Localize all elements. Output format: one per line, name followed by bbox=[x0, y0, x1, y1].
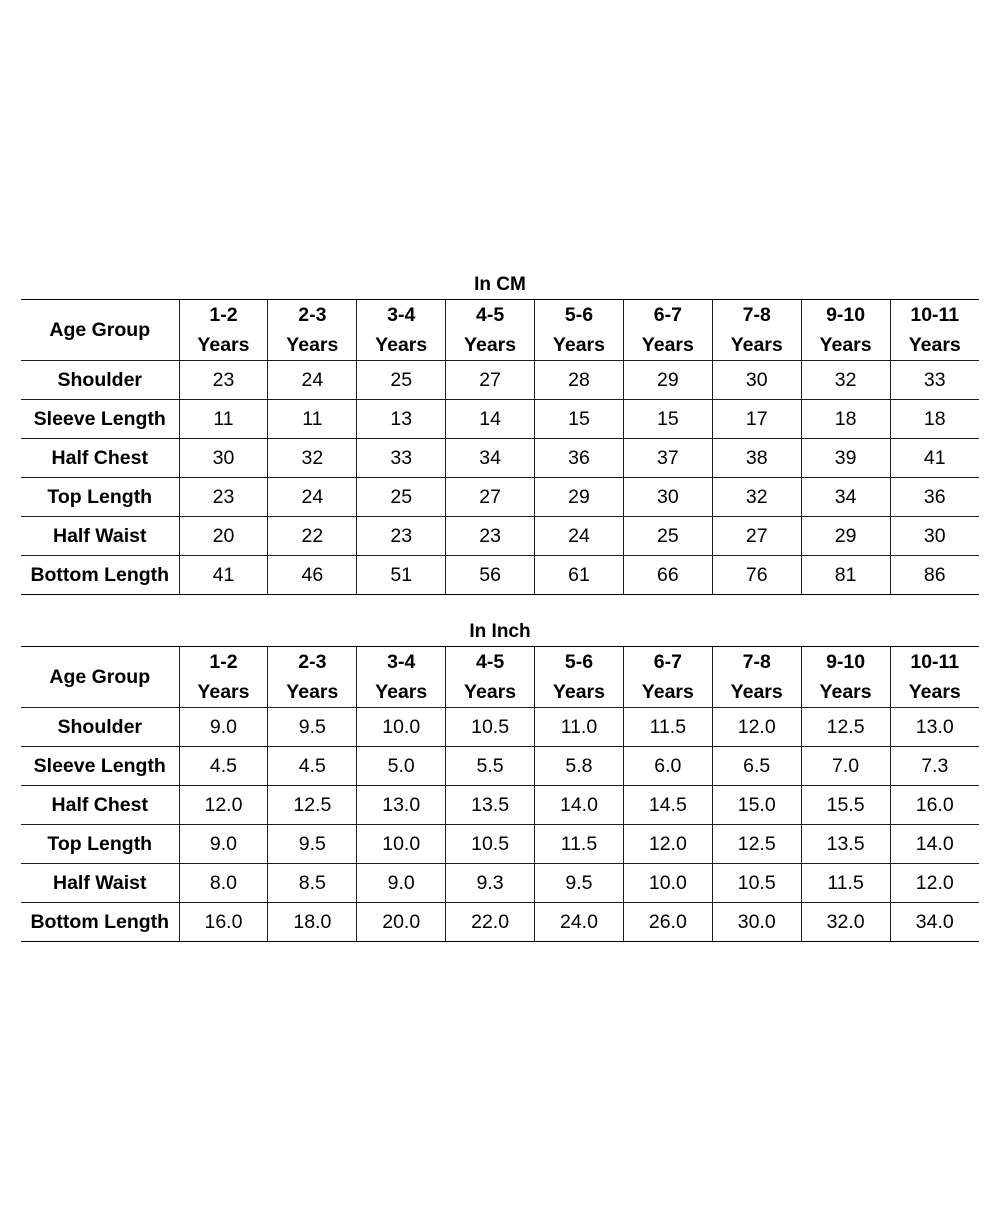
table-cell: 32.0 bbox=[801, 903, 890, 942]
table-row bbox=[21, 517, 979, 556]
table-cell: 12.5 bbox=[712, 825, 801, 864]
table-cell: 30 bbox=[623, 478, 712, 517]
table-cell: 20.0 bbox=[357, 903, 446, 942]
table-cell: 7.0 bbox=[801, 747, 890, 786]
table-cell: 11.0 bbox=[535, 708, 624, 747]
table-cell: 10.0 bbox=[357, 708, 446, 747]
table-cell: 36 bbox=[535, 439, 624, 478]
table-cell: 30 bbox=[712, 361, 801, 400]
age-column-header: 6-7 Years bbox=[623, 647, 712, 708]
table-cell: 9.5 bbox=[268, 708, 357, 747]
table-cell: 15.5 bbox=[801, 786, 890, 825]
table-cell: 13.0 bbox=[890, 708, 979, 747]
age-column-header: 1-2 Years bbox=[179, 647, 268, 708]
table-cell: 51 bbox=[357, 556, 446, 595]
size-table-inch bbox=[21, 647, 979, 942]
table-row bbox=[21, 361, 979, 400]
table-row bbox=[21, 478, 979, 517]
header-row bbox=[21, 647, 979, 708]
age-column-header: 2-3 Years bbox=[268, 300, 357, 361]
table-cell: 14.5 bbox=[623, 786, 712, 825]
table-cell: 11.5 bbox=[535, 825, 624, 864]
table-cell: 18 bbox=[801, 400, 890, 439]
table-row bbox=[21, 786, 979, 825]
table-cell: 12.0 bbox=[890, 864, 979, 903]
row-label: Half Chest bbox=[21, 439, 179, 478]
table-cell: 23 bbox=[446, 517, 535, 556]
table-cell: 13 bbox=[357, 400, 446, 439]
table-cell: 23 bbox=[357, 517, 446, 556]
age-column-header: 9-10 Years bbox=[801, 647, 890, 708]
table-cell: 11 bbox=[268, 400, 357, 439]
row-label: Top Length bbox=[21, 825, 179, 864]
age-column-header: 3-4 Years bbox=[357, 647, 446, 708]
row-label: Half Waist bbox=[21, 517, 179, 556]
table-cell: 28 bbox=[535, 361, 624, 400]
table-cell: 39 bbox=[801, 439, 890, 478]
table-title-cm: In CM bbox=[21, 271, 979, 300]
table-cell: 15 bbox=[535, 400, 624, 439]
table-cell: 14 bbox=[446, 400, 535, 439]
table-cell: 9.0 bbox=[357, 864, 446, 903]
table-cell: 46 bbox=[268, 556, 357, 595]
table-cell: 26.0 bbox=[623, 903, 712, 942]
table-cell: 33 bbox=[890, 361, 979, 400]
table-cell: 14.0 bbox=[890, 825, 979, 864]
table-cell: 86 bbox=[890, 556, 979, 595]
table-cell: 30 bbox=[890, 517, 979, 556]
table-cell: 8.5 bbox=[268, 864, 357, 903]
age-column-header: 5-6 Years bbox=[535, 647, 624, 708]
table-cell: 9.5 bbox=[268, 825, 357, 864]
size-table-cm bbox=[21, 300, 979, 595]
table-cell: 37 bbox=[623, 439, 712, 478]
age-column-header: 2-3 Years bbox=[268, 647, 357, 708]
size-chart-inch bbox=[21, 618, 979, 942]
table-row bbox=[21, 903, 979, 942]
table-cell: 4.5 bbox=[179, 747, 268, 786]
table-cell: 12.0 bbox=[623, 825, 712, 864]
table-cell: 33 bbox=[357, 439, 446, 478]
table-row bbox=[21, 708, 979, 747]
table-cell: 81 bbox=[801, 556, 890, 595]
table-cell: 18.0 bbox=[268, 903, 357, 942]
table-cell: 11.5 bbox=[623, 708, 712, 747]
age-column-header: 9-10 Years bbox=[801, 300, 890, 361]
row-label: Half Chest bbox=[21, 786, 179, 825]
table-cell: 5.0 bbox=[357, 747, 446, 786]
table-cell: 8.0 bbox=[179, 864, 268, 903]
table-cell: 13.5 bbox=[446, 786, 535, 825]
table-cell: 5.5 bbox=[446, 747, 535, 786]
table-cell: 66 bbox=[623, 556, 712, 595]
row-label: Bottom Length bbox=[21, 903, 179, 942]
table-row bbox=[21, 864, 979, 903]
table-cell: 25 bbox=[357, 478, 446, 517]
table-cell: 76 bbox=[712, 556, 801, 595]
table-cell: 22 bbox=[268, 517, 357, 556]
age-column-header: 6-7 Years bbox=[623, 300, 712, 361]
table-cell: 10.0 bbox=[357, 825, 446, 864]
table-title-inch: In Inch bbox=[21, 618, 979, 647]
table-cell: 34.0 bbox=[890, 903, 979, 942]
table-cell: 25 bbox=[623, 517, 712, 556]
table-cell: 6.5 bbox=[712, 747, 801, 786]
table-row bbox=[21, 400, 979, 439]
table-row bbox=[21, 825, 979, 864]
table-cell: 16.0 bbox=[179, 903, 268, 942]
table-cell: 34 bbox=[801, 478, 890, 517]
table-cell: 15 bbox=[623, 400, 712, 439]
table-cell: 23 bbox=[179, 478, 268, 517]
table-cell: 23 bbox=[179, 361, 268, 400]
table-cell: 9.0 bbox=[179, 708, 268, 747]
table-cell: 10.0 bbox=[623, 864, 712, 903]
age-column-header: 4-5 Years bbox=[446, 300, 535, 361]
size-chart-cm bbox=[21, 271, 979, 595]
table-cell: 32 bbox=[712, 478, 801, 517]
age-column-header: 10-11 Years bbox=[890, 300, 979, 361]
table-cell: 10.5 bbox=[446, 708, 535, 747]
table-cell: 32 bbox=[801, 361, 890, 400]
table-cell: 41 bbox=[890, 439, 979, 478]
table-cell: 9.3 bbox=[446, 864, 535, 903]
table-cell: 30 bbox=[179, 439, 268, 478]
row-label: Sleeve Length bbox=[21, 747, 179, 786]
table-cell: 32 bbox=[268, 439, 357, 478]
table-cell: 5.8 bbox=[535, 747, 624, 786]
age-column-header: 5-6 Years bbox=[535, 300, 624, 361]
table-row bbox=[21, 556, 979, 595]
table-cell: 27 bbox=[446, 478, 535, 517]
age-column-header: 10-11 Years bbox=[890, 647, 979, 708]
age-column-header: 7-8 Years bbox=[712, 647, 801, 708]
table-cell: 12.0 bbox=[179, 786, 268, 825]
table-cell: 41 bbox=[179, 556, 268, 595]
table-cell: 34 bbox=[446, 439, 535, 478]
table-cell: 25 bbox=[357, 361, 446, 400]
table-cell: 13.0 bbox=[357, 786, 446, 825]
table-cell: 27 bbox=[446, 361, 535, 400]
header-row bbox=[21, 300, 979, 361]
table-cell: 20 bbox=[179, 517, 268, 556]
age-column-header: 1-2 Years bbox=[179, 300, 268, 361]
table-cell: 12.5 bbox=[801, 708, 890, 747]
table-cell: 11.5 bbox=[801, 864, 890, 903]
row-label: Shoulder bbox=[21, 361, 179, 400]
age-group-header: Age Group bbox=[21, 647, 179, 708]
table-cell: 56 bbox=[446, 556, 535, 595]
table-cell: 29 bbox=[623, 361, 712, 400]
table-cell: 24.0 bbox=[535, 903, 624, 942]
row-label: Bottom Length bbox=[21, 556, 179, 595]
table-cell: 18 bbox=[890, 400, 979, 439]
table-cell: 16.0 bbox=[890, 786, 979, 825]
row-label: Sleeve Length bbox=[21, 400, 179, 439]
table-cell: 11 bbox=[179, 400, 268, 439]
table-cell: 17 bbox=[712, 400, 801, 439]
table-cell: 12.0 bbox=[712, 708, 801, 747]
table-row bbox=[21, 747, 979, 786]
row-label: Shoulder bbox=[21, 708, 179, 747]
table-cell: 24 bbox=[268, 478, 357, 517]
age-column-header: 4-5 Years bbox=[446, 647, 535, 708]
table-cell: 61 bbox=[535, 556, 624, 595]
age-group-header: Age Group bbox=[21, 300, 179, 361]
table-cell: 36 bbox=[890, 478, 979, 517]
table-cell: 29 bbox=[535, 478, 624, 517]
table-cell: 7.3 bbox=[890, 747, 979, 786]
table-cell: 22.0 bbox=[446, 903, 535, 942]
table-cell: 9.0 bbox=[179, 825, 268, 864]
table-cell: 27 bbox=[712, 517, 801, 556]
table-cell: 6.0 bbox=[623, 747, 712, 786]
table-cell: 10.5 bbox=[446, 825, 535, 864]
table-row bbox=[21, 439, 979, 478]
table-cell: 29 bbox=[801, 517, 890, 556]
table-cell: 24 bbox=[535, 517, 624, 556]
table-cell: 10.5 bbox=[712, 864, 801, 903]
table-cell: 15.0 bbox=[712, 786, 801, 825]
row-label: Half Waist bbox=[21, 864, 179, 903]
table-cell: 24 bbox=[268, 361, 357, 400]
table-cell: 4.5 bbox=[268, 747, 357, 786]
table-cell: 38 bbox=[712, 439, 801, 478]
row-label: Top Length bbox=[21, 478, 179, 517]
table-cell: 9.5 bbox=[535, 864, 624, 903]
table-cell: 13.5 bbox=[801, 825, 890, 864]
age-column-header: 3-4 Years bbox=[357, 300, 446, 361]
table-cell: 12.5 bbox=[268, 786, 357, 825]
table-cell: 14.0 bbox=[535, 786, 624, 825]
age-column-header: 7-8 Years bbox=[712, 300, 801, 361]
table-cell: 30.0 bbox=[712, 903, 801, 942]
